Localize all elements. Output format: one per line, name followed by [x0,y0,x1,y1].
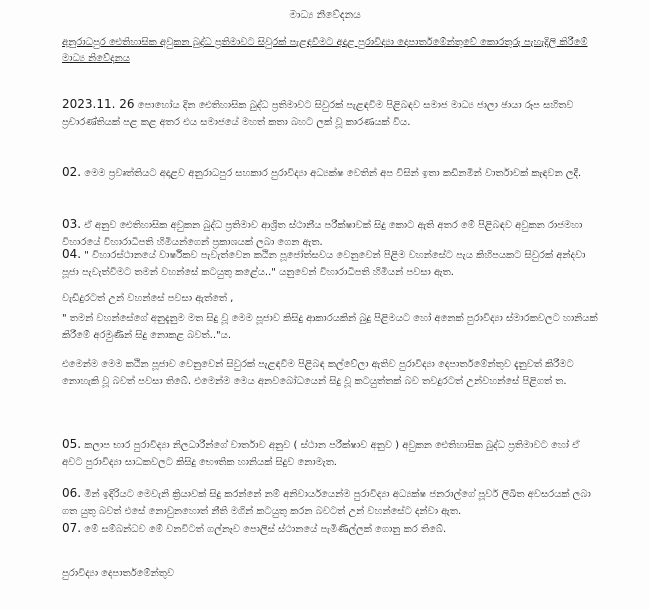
paragraph-number: 05. [62,437,82,451]
paragraph-number: 07. [62,521,82,535]
paragraph-number: 04. [62,247,82,261]
paragraph-followup [62,356,602,390]
paragraph-number: 06. [62,486,82,500]
paragraph-6 [62,485,602,520]
paragraph-quote [62,310,602,344]
paragraph-text: එමෙන්ම මෙම කඨින පූජාව වෙනුවෙන් සිවුරක් පැළඳවීම පිළිබඳ කල්වේලා ඇතිව පුරාවිද්‍යා දෙපාර්තමේන්තුව දැනුවත් කිරීමට නොහැකි වූ බවත් පවසා තිබේ. එමෙන්ම මෙය අනවබෝධයෙන් සිදු වූ කටයුත්තක් බව තවදුරටත් උන්වහන්සේ පිළිගත් ත. [62,359,574,387]
paragraph-quote-intro [62,290,602,307]
paragraph-text: මේ සම්බන්ධව මේ වනවිටත් ගල්නෑව පොලිස් ස්ථානයේ පැමිණිල්ලක් ගොනු කර තිබේ. [81,524,447,535]
paragraph-5 [62,436,602,471]
paragraph-text: " විහාරස්ථානයේ වාර්ෂිකව පැවැත්වෙන කඨින පූජෝත්සවය වෙනුවෙන් පිළිම වහන්සේට පැය කිහිපයකට සිවුරක් අන්දවා පූජා පැවැත්වීමට තමන් වහන්සේ කටයුතු කළේය.." යනුවෙන් විහාරාධිපති හිමියන් පවසා ඇත. [62,250,586,278]
paragraph-text: " තමන් වහන්සේගේ අනුදැනුම මත සිදු වූ මෙම පූජාව කිසිදු ආකාරයකින් බුදු පිළිමයට හෝ අනෙක් පුරාවිද්‍යා ස්මාරකවලට හානියක් කිරීමේ අරමුණින් සිදු නොකළ බවත්.."ය. [62,313,598,341]
paragraph-number: 03. [62,217,82,231]
document-subject: අනුරාධපුර ඓතිහාසික අවුකන බුද්ධ ප්‍රතිමාවට සිවුරක් පැළඳවීමට අදාළ පුරාවිද්‍යා දෙපාර්තමේන්තුවේ කොරතුරු පැහැදිලි කිරීමේ මාධ්‍ය නිවේදනය [62,37,588,64]
issuer-signature: පුරාවිද්‍යා දෙපාර්තමේන්තුව [62,568,175,579]
paragraph-text: පොහෝය දින ඓතිහාසික බුද්ධ ප්‍රතිමාවට සිවුරක් පැළඳවීම පිළිබඳව සමාජ මාධ්‍ය ජාලා ඡායා රූප සහිතව ප්‍රචාරණ්තියක් පළ කළ අතර එය සමාජයේ මහත් කතා බහට ලක් වූ කාරණයක් විය. [62,100,574,128]
paragraph-text: කලාප භාර පුරාවිද්‍යා නිලධාරීන්ගේ වාර්තාව අනුව ( ස්ථාන පරීක්ෂාව අනුව ) අවුකන ඓතිහාසික බුද්ධ ප්‍රතිමාවට හෝ ඒ අවට පුරාවිද්‍යා සාධකවලට කිසිදු භෞතික හානියක් සිදුව නොමැත. [62,440,580,468]
paragraph-2 [62,164,602,182]
paragraph-text: මින් ඉදිරියට මෙවැනි ක්‍රියාවක් සිදු කරන්නේ නම් අනිවාර්යයෙන්ම පුරාවිද්‍යා අධ්‍යක්ෂ ජනරාල්ගේ පූර්ව ලිඛිත අවසරයක් ලබා ගත යුතු බවත් එසේ නොවුනහොත් නීති මගින් කටයුතු කරන බවටත් උන් වහන්සේට දන්වා ඇත. [62,489,591,517]
paragraph-number: 02. [62,165,82,179]
paragraph-7 [62,520,602,538]
paragraph-date: 2023.11. 26 [62,97,135,111]
paragraph-text: ඒ අනුව ඓතිහාසික අවුකන බුද්ධ ප්‍රතිමාව ආශ්‍රිත ස්ථානීය පරීක්ෂාවක් සිදු කොට ඇති අතර මේ පිළිබඳව අවුකන රාජමහා විහාරයේ විහාරාධිපති හිමියන්ගෙන් ප්‍රකාශයක් ලබා ගෙන ඇත. [62,220,583,248]
document-title: මාධ්‍ය නිවේදනය [289,9,361,21]
paragraph-text: වැඩිදුරටත් උන් වහන්සේ පවසා ඇත්තේ , [62,293,234,304]
paragraph-1 [62,96,602,131]
paragraph-4 [62,246,602,281]
paragraph-text: මෙම ප්‍රවෘත්තියට අදාළව අනුරාධපුර සහකාර පුරාවිද්‍යා අධ්‍යක්ෂ වෙතින් අප විසින් ඉතා කඩිනමින් වාර්තාවක් කැඳවන ලදී. [81,168,582,179]
